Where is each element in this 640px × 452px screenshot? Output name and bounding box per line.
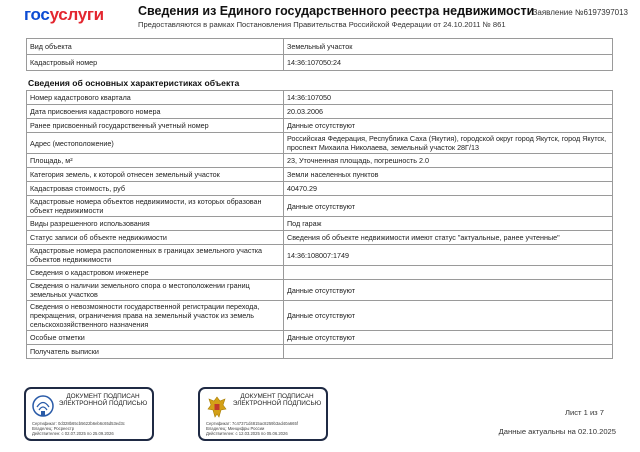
row-value: 14:36:108007:1749 [284,245,613,266]
stamp-details [206,421,324,436]
table-row [27,133,613,154]
stamp-title: ДОКУМЕНТ ПОДПИСАН ЭЛЕКТРОННОЙ ПОДПИСЬЮ [232,393,322,408]
row-key: Кадастровый номер [27,55,284,71]
table-row [27,154,613,168]
row-value: Сведения об объекте недвижимости имеют статус "актуальные, ранее учтенные" [284,231,613,245]
stamp-owner: Владелец: Росреестр [32,426,75,431]
row-key: Виды разрешенного использования [27,217,284,231]
table-row [27,245,613,266]
rosreestr-emblem-icon [32,394,54,420]
row-value: Под гараж [284,217,613,231]
table-row [27,266,613,280]
row-key: Категория земель, к которой отнесен земельный участок [27,168,284,182]
object-table [26,38,613,71]
row-value: Данные отсутствуют [284,280,613,301]
table-row [27,331,613,345]
table-row [27,119,613,133]
row-key: Кадастровая стоимость, руб [27,182,284,196]
gosuslugi-logo [24,5,104,25]
table-row [27,231,613,245]
signature-stamp-mintsifry [198,387,328,441]
row-key: Вид объекта [27,39,284,55]
stamp-certificate: Сертификат: 7c47371d4815ac8259b3ad40a665f [206,421,298,426]
row-value [284,266,613,280]
row-value: 40470.29 [284,182,613,196]
row-value: 20.03.2006 [284,105,613,119]
actual-date: Данные актуальны на 02.10.2025 [498,427,616,436]
section-title: Сведения об основных характеристиках объекта [28,78,240,88]
logo-text-part2: услуги [49,5,104,24]
row-value: 14:36:107050 [284,91,613,105]
stamp-owner: Владелец: Минцифры России [206,426,265,431]
row-key: Ранее присвоенный государственный учетный номер [27,119,284,133]
table-row [27,217,613,231]
row-value: Данные отсутствуют [284,301,613,331]
row-value: Данные отсутствуют [284,331,613,345]
document-subtitle: Предоставляются в рамках Постановления Правительства Российской Федерации от 24.10.2011 № 861 [138,20,506,29]
stamp-details [32,421,150,436]
row-value: Земельный участок [284,39,613,55]
row-key: Площадь, м² [27,154,284,168]
page-header [0,0,640,34]
row-key: Сведения о невозможности государственной регистрации перехода, прекращения, ограничения права на земельный участок из земель сельскохозяйственного назначения [27,301,284,331]
row-key: Особые отметки [27,331,284,345]
row-key: Кадастровые номера объектов недвижимости, из которых образован объект недвижимости [27,196,284,217]
table-row [27,55,613,71]
document-title: Сведения из Единого государственного реестра недвижимости [138,4,535,18]
characteristics-table [26,90,613,359]
row-key: Статус записи об объекте недвижимости [27,231,284,245]
row-value [284,345,613,359]
stamp-certificate: Сертификат: 0d328b65cb5622b6eb6c65d53ed3c [32,421,125,426]
table-row [27,301,613,331]
table-row [27,105,613,119]
row-value: Данные отсутствуют [284,119,613,133]
table-row [27,39,613,55]
row-key: Сведения о наличии земельного спора о местоположении границ земельных участков [27,280,284,301]
row-key: Дата присвоения кадастрового номера [27,105,284,119]
row-key: Сведения о кадастровом инженере [27,266,284,280]
row-value: Российская Федерация, Республика Саха (Якутия), городской округ город Якутск, город Якутск, проспект Михаила Николаева, земельный участок 28Г/13 [284,133,613,154]
logo-text-part1: гос [24,5,50,24]
row-key: Получатель выписки [27,345,284,359]
coat-of-arms-icon [206,394,228,420]
application-number: Заявление №6197397013 [532,8,628,17]
signature-stamp-rosreestr [24,387,154,441]
row-key: Кадастровые номера расположенных в границах земельного участка объектов недвижимости [27,245,284,266]
stamp-title: ДОКУМЕНТ ПОДПИСАН ЭЛЕКТРОННОЙ ПОДПИСЬЮ [58,393,148,408]
table-row [27,280,613,301]
row-value: Земли населенных пунктов [284,168,613,182]
page-number: Лист 1 из 7 [565,408,604,417]
row-key: Адрес (местоположение) [27,133,284,154]
row-key: Номер кадастрового квартала [27,91,284,105]
stamp-valid: Действителен: с 12.03.2025 по 05.06.2026 [206,431,288,436]
row-value: 14:36:107050:24 [284,55,613,71]
table-row [27,182,613,196]
row-value: Данные отсутствуют [284,196,613,217]
table-row [27,91,613,105]
row-value: 23, Уточненная площадь, погрешность 2.0 [284,154,613,168]
table-row [27,196,613,217]
table-row [27,168,613,182]
stamp-valid: Действителен: с 02.07.2025 по 25.09.2026 [32,431,114,436]
table-row [27,345,613,359]
